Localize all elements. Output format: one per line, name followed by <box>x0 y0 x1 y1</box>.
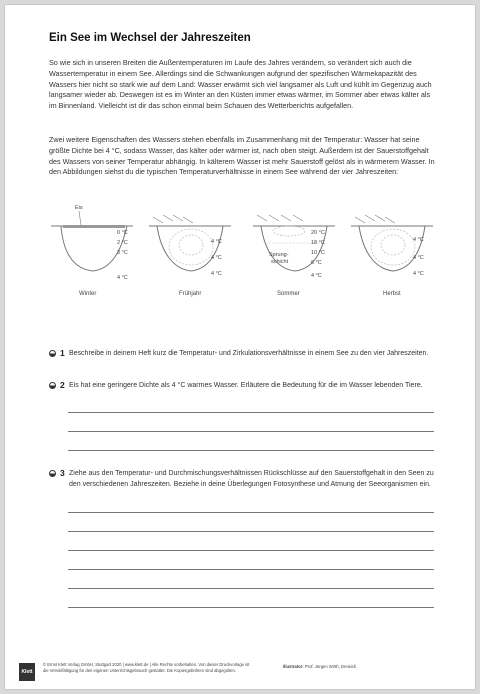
task-number: 1 <box>60 348 65 358</box>
summer-temp-2: 18 °C <box>311 240 325 246</box>
thermocline-label-2: schicht <box>271 259 289 265</box>
wind-arrows-spring <box>153 215 193 223</box>
answer-line[interactable] <box>68 431 434 432</box>
half-circle-icon <box>49 470 56 477</box>
answer-line[interactable] <box>68 450 434 451</box>
illustrator-label: Illustrator: <box>283 664 304 669</box>
task-number: 3 <box>60 468 65 478</box>
wind-arrows-autumn <box>355 215 395 223</box>
ice-label: Eis <box>75 205 83 211</box>
autumn-label: Herbst <box>383 291 401 297</box>
worksheet-page <box>4 4 476 690</box>
autumn-lake <box>351 215 433 297</box>
spring-lake <box>149 215 231 297</box>
summer-temp-5: 4 °C <box>311 273 322 279</box>
autumn-temp-2: 4 °C <box>413 255 424 261</box>
answer-line[interactable] <box>68 607 434 608</box>
winter-temp-4: 4 °C <box>117 275 128 281</box>
ice-layer <box>63 225 125 228</box>
summer-temp-1: 20 °C <box>311 230 325 236</box>
thermocline-label-1: Sprung- <box>269 252 289 258</box>
autumn-temp-1: 4 °C <box>413 237 424 243</box>
winter-temp-2: 2 °C <box>117 240 128 246</box>
spring-label: Frühjahr <box>179 291 202 297</box>
illustrator-credit <box>283 664 356 669</box>
intro-paragraph: So wie sich in unseren Breiten die Außentemperaturen im Laufe des Jahres verändern, so verändert sich auch die Wassertemperatur in einem See. Allerdings sind die Schwankungen aufgrund der spezifischen Wärmekapazität des Wassers hier nicht so stark wie auf dem Land: Wasser erwärmt sich viel langsamer als Luft und kühlt im Gegenzug auch langsamer wieder ab. Deswegen ist es im Winter an den Küsten immer etwas wärmer, im Sommer aber etwas kälter als im Binnenland. Vielleicht ist dir das schon einmal beim Schauen des Wetterberichts aufgefallen. <box>49 58 432 111</box>
task-number: 2 <box>60 380 65 390</box>
spring-temp-1: 4 °C <box>211 239 222 245</box>
illustrator-name: Prof. Jürgen Wirth, Dreieich <box>304 664 357 669</box>
winter-label: Winter <box>79 291 97 297</box>
autumn-temp-3: 4 °C <box>413 271 424 277</box>
winter-lake <box>51 205 133 297</box>
wind-arrows-summer <box>257 215 303 221</box>
half-circle-icon <box>49 382 56 389</box>
summer-temp-4: 6 °C <box>311 260 322 266</box>
klett-logo: Klett <box>19 663 35 681</box>
answer-line[interactable] <box>68 412 434 413</box>
summer-temp-3: 10 °C <box>311 250 325 256</box>
task-text: Ziehe aus den Temperatur- und Durchmischungsverhältnissen Rückschlüsse auf den Sauerstoffgehalt in den Seen zu den verschiedenen Jahreszeiten. Beziehe in deine Überlegungen Fotosynthese und Atmung der Seeorganismen ein. <box>69 470 434 488</box>
page-footer <box>15 660 467 686</box>
answer-line[interactable] <box>68 531 434 532</box>
task-text: Beschreibe in deinem Heft kurz die Temperatur- und Zirkulationsverhältnisse in einem See zu den vier Jahreszeiten. <box>69 350 429 357</box>
lake-seasons-illustration <box>49 197 449 309</box>
half-circle-icon <box>49 350 56 357</box>
task-text: Eis hat eine geringere Dichte als 4 °C warmes Wasser. Erläutere die Bedeutung für die im Wasser lebenden Tiere. <box>69 382 423 389</box>
copyright-notice: © Ernst Klett Verlag GmbH, Stuttgart 2020 | www.klett.de | Alle Rechte vorbehalten. Von dieser Druckvorlage ist die Vervielfältigung für den eigenen Unterrichtsgebrauch gestattet. Die Kopiergebühren sind abgegolten. <box>43 662 250 673</box>
lake-seasons-diagram <box>49 197 449 309</box>
spring-temp-2: 4 °C <box>211 255 222 261</box>
summer-lake <box>253 215 335 297</box>
winter-temp-1: 0 °C <box>117 230 128 236</box>
properties-paragraph: Zwei weitere Eigenschaften des Wassers stehen ebenfalls im Zusammenhang mit der Temperatur: Wasser hat seine größte Dichte bei 4 °C, sodass Wasser, das kälter oder wärmer ist, nach oben steigt. Außerdem ist der Sauerstoffgehalt des Wassers von seiner Temperatur abhängig. In kälterem Wasser ist mehr Sauerstoff gelöst als in wärmerem Wasser. In den Abbildungen siehst du die typischen Temperaturverhältnisse in einem See während der vier Jahreszeiten: <box>49 135 435 177</box>
page-title: Ein See im Wechsel der Jahreszeiten <box>49 32 251 44</box>
answer-line[interactable] <box>68 550 434 551</box>
summer-label: Sommer <box>277 291 300 297</box>
spring-temp-3: 4 °C <box>211 271 222 277</box>
winter-temp-3: 3 °C <box>117 250 128 256</box>
answer-line[interactable] <box>68 588 434 589</box>
answer-line[interactable] <box>68 512 434 513</box>
answer-line[interactable] <box>68 569 434 570</box>
